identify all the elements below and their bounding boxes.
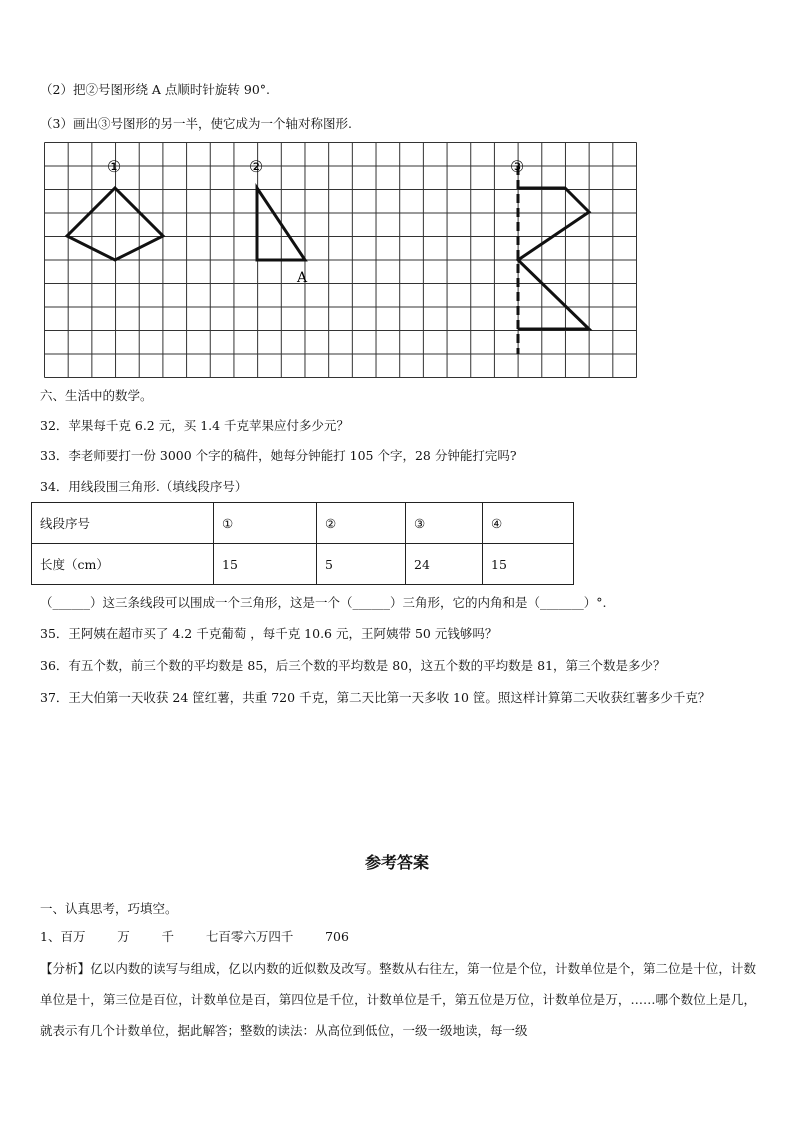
question-36: 36．有五个数，前三个数的平均数是 85，后三个数的平均数是 80，这五个数的平均数是 81，第三个数是多少？ [40, 658, 666, 673]
grid-lines [45, 143, 637, 378]
segment-table [31, 502, 574, 585]
question-32: 32．苹果每千克 6.2 元，买 1.4 千克苹果应付多少元？ [40, 418, 350, 433]
answers-section-1: 一、认真思考，巧填空。 [40, 901, 178, 916]
table-cell: 15 [214, 544, 317, 585]
answer-1: 1、百万 万 千 七百零六万四千 706 [40, 929, 349, 944]
table-cell: 15 [483, 544, 574, 585]
table-cell: ① [214, 503, 317, 544]
figure-3-label: ③ [509, 157, 525, 176]
question-34-fill: （______）这三条线段可以围成一个三角形，这是一个（______）三角形，它的内角和是（_______）°. [40, 595, 607, 610]
question-34: 34．用线段围三角形.（填线段序号） [40, 479, 248, 494]
table-cell: ④ [483, 503, 574, 544]
answer-analysis: 【分析】亿以内数的读写与组成，亿以内数的近似数及改写。整数从右往左，第一位是个位，计数单位是个，第二位是十位，计数单位是十，第三位是百位，计数单位是百，第四位是千位，计数单位是千，第五位是万位，计数单位是万，……哪个数位上是几，就表示有几个计数单位，据此解答；整数的读法：从高位到低位，一级一级地读，每一级 [40, 961, 756, 1038]
table-row [32, 544, 574, 585]
figure-1-label: ① [106, 157, 122, 176]
figure-3-shape [518, 188, 589, 329]
question-33: 33．李老师要打一份 3000 个字的稿件，她每分钟能打 105 个字，28 分钟能打完吗? [40, 448, 517, 463]
grid-figure [44, 142, 638, 384]
table-cell: ③ [406, 503, 483, 544]
answers-title: 参考答案 [364, 853, 429, 872]
question-35: 35．王阿姨在超市买了 4.2 千克葡萄 ，每千克 10.6 元，王阿姨带 50 元钱够吗？ [40, 626, 498, 641]
question-37: 37．王大伯第一天收获 24 筐红薯，共重 720 千克，第二天比第一天多收 10 筐。照这样计算第二天收获红薯多少千克？ [40, 690, 711, 705]
table-row [32, 503, 574, 544]
section-6-heading: 六、生活中的数学。 [40, 388, 153, 403]
table-cell: ② [317, 503, 406, 544]
figure-2-label: ② [248, 157, 264, 176]
table-cell: 线段序号 [32, 503, 214, 544]
point-a-label: A [297, 270, 308, 286]
table-cell: 5 [317, 544, 406, 585]
figure-1-shape [67, 188, 163, 260]
table-cell: 长度（cm） [32, 544, 214, 585]
question-rotate: （2）把②号图形绕 A 点顺时针旋转 90°. [40, 82, 271, 97]
table-cell: 24 [406, 544, 483, 585]
question-symmetry: （3）画出③号图形的另一半，使它成为一个轴对称图形. [40, 116, 352, 131]
